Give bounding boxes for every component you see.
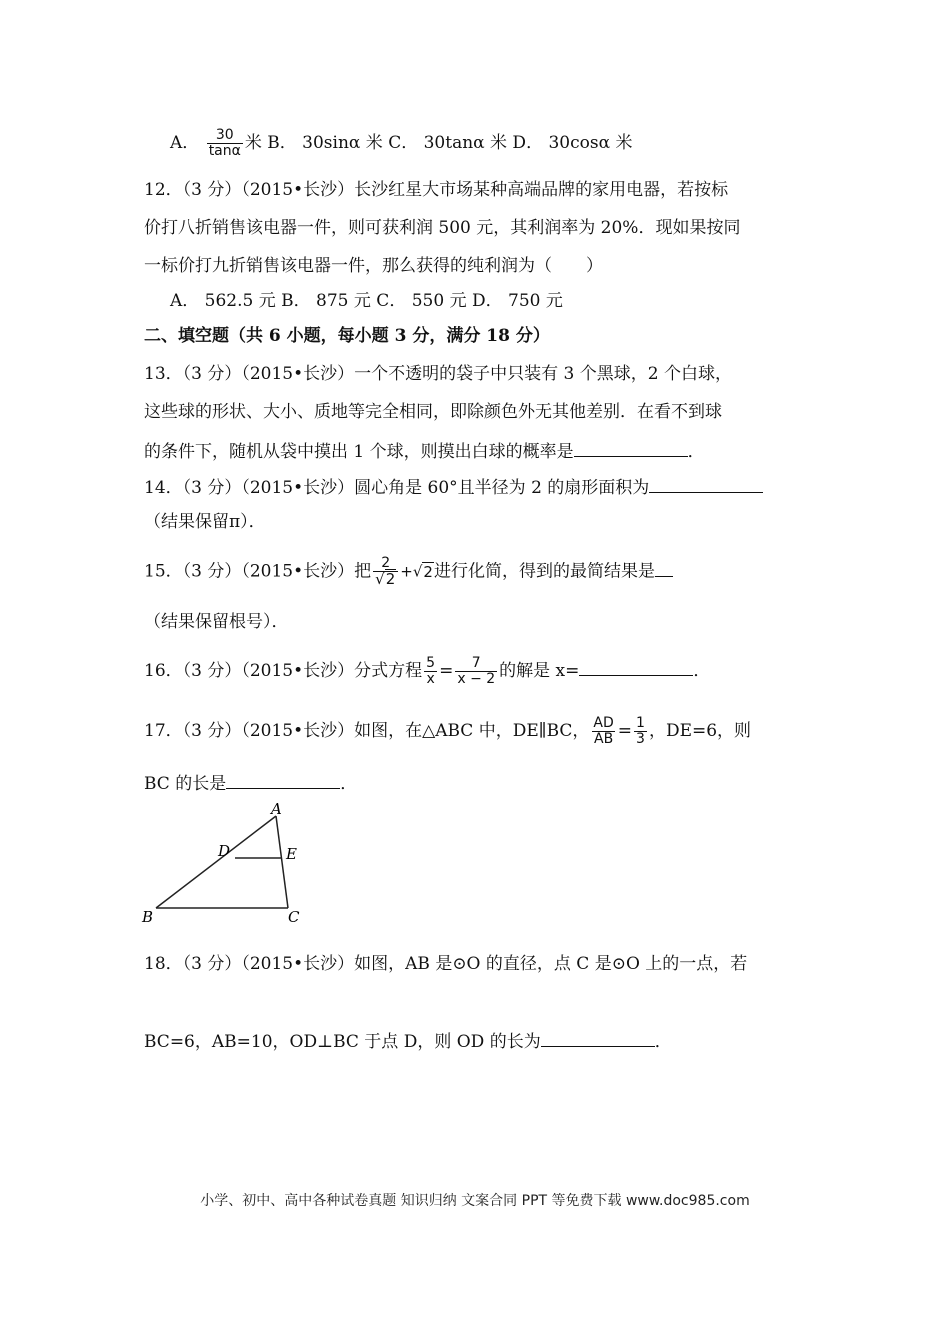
q12-line1: 12．（3 分）（2015•长沙）长沙红星大市场某种高端品牌的家用电器，若按标 — [144, 180, 729, 200]
q14-line1: 14．（3 分）（2015•长沙）圆心角是 60°且半径为 2 的扇形面积为 — [144, 474, 763, 500]
q16-line: 16．（3 分）（2015•长沙）分式方程 $\frac{5}{x}$ = $\frac{7}{x - 2}$ 的解是 x= ． — [144, 655, 711, 687]
q11-options — [170, 128, 632, 159]
q17-ratio-fraction: $\frac{AD}{AB}$ — [593, 715, 614, 747]
q18-answer-blank[interactable] — [541, 1028, 655, 1047]
q14-line2: （结果保留π）． — [144, 512, 266, 532]
q13-line3: 的条件下，随机从袋中摸出 1 个球，则摸出白球的概率是 ． — [144, 438, 705, 464]
q13-answer-blank[interactable] — [574, 438, 688, 457]
q15-line2: （结果保留根号）． — [144, 612, 289, 632]
q15-fraction: $\frac{2}{√2}$ — [373, 556, 398, 588]
sqrt-icon: √2 — [412, 562, 433, 581]
q18-line2: BC=6，AB=10，OD⊥BC 于点 D，则 OD 的长为 ． — [144, 1028, 672, 1054]
label-a: A — [271, 802, 282, 818]
q17-line1: 17．（3 分）（2015•长沙）如图，在△ABC 中，DE∥BC， $\frac{AD}{AB}$ = $\frac{1}{3}$ ，DE=6，则 — [144, 715, 752, 747]
q18-line1: 18．（3 分）（2015•长沙）如图，AB 是⊙O 的直径，点 C 是⊙O 上的一点，若 — [144, 954, 748, 974]
q13-line1: 13．（3 分）（2015•长沙）一个不透明的袋子中只装有 3 个黑球，2 个白球， — [144, 364, 732, 384]
q16-left-fraction: $\frac{5}{x}$ — [426, 655, 436, 687]
q15-plus: + — [400, 562, 413, 581]
q15-line1: 15．（3 分）（2015•长沙）把 $\frac{2}{√2}$ +√2进行化简，得到的最简结果是 — [144, 556, 673, 588]
q12-line3: 一标价打九折销售该电器一件，那么获得的纯利润为（ ） — [144, 256, 603, 276]
q12-line2: 价打八折销售该电器一件，则可获利润 500 元，其利润率为 20%．现如果按同 — [144, 218, 741, 238]
q17-value-fraction: $\frac{1}{3}$ — [636, 715, 645, 747]
q14-answer-blank[interactable] — [649, 474, 763, 493]
q11-option-a-label: A． — [170, 133, 200, 153]
label-e: E — [286, 845, 297, 863]
label-d: D — [218, 842, 231, 860]
triangle-figure — [138, 802, 308, 930]
q11-options-rest: 米 B． 30sinα 米 C． 30tanα 米 D． 30cosα 米 — [244, 133, 633, 153]
sqrt-icon: √2 — [375, 570, 396, 588]
page-footer: 小学、初中、高中各种试卷真题 知识归纳 文案合同 PPT 等免费下载 www.doc985.com — [200, 1193, 750, 1209]
q11-fraction: $\frac{30}{\tan\alpha}$ — [208, 127, 241, 159]
label-b: B — [142, 908, 154, 926]
q16-answer-blank[interactable] — [579, 657, 693, 676]
label-c: C — [288, 908, 300, 926]
q15-answer-blank[interactable] — [655, 558, 673, 577]
q16-right-fraction: $\frac{7}{x - 2}$ — [457, 655, 496, 687]
section2-title: 二、填空题（共 6 小题，每小题 3 分，满分 18 分） — [144, 326, 550, 346]
q13-line2: 这些球的形状、大小、质地等完全相同，即除颜色外无其他差别．在看不到球 — [144, 402, 722, 422]
side-ab — [156, 816, 276, 908]
q17-answer-blank[interactable] — [226, 770, 340, 789]
q17-line2: BC 的长是 ． — [144, 770, 357, 796]
q12-options: A． 562.5 元 B． 875 元 C． 550 元 D． 750 元 — [170, 291, 563, 311]
